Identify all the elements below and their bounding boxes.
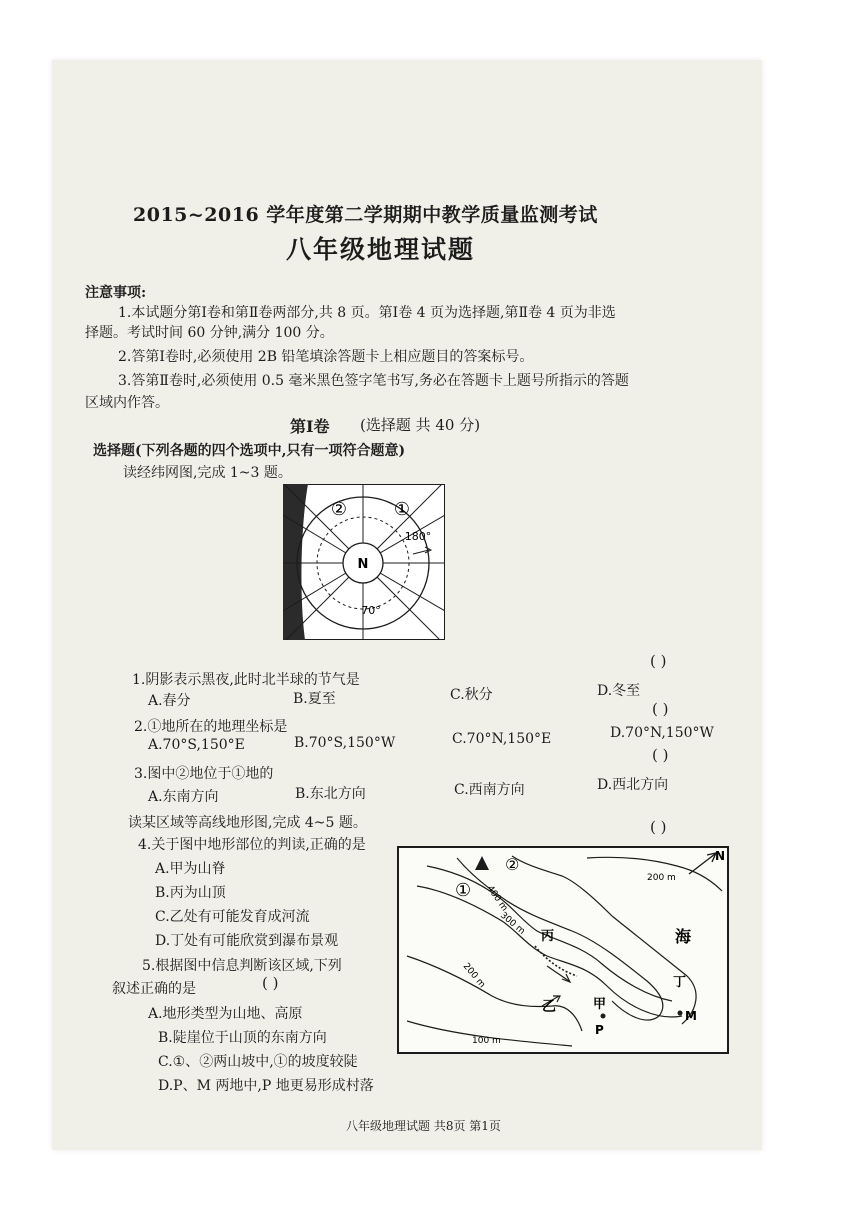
- notice-line-3a: 3.答第Ⅱ卷时,必须使用 0.5 毫米黑色签字笔书写,务必在答题卡上题号所指示的答题: [118, 373, 629, 389]
- contour-label-100: 100 m: [472, 1036, 501, 1046]
- contour-label-400: 400 m: [484, 883, 510, 914]
- contour-label-200-east: 200 m: [647, 873, 676, 883]
- north-pole-label: N: [357, 557, 369, 572]
- sea-label: 海: [675, 927, 692, 946]
- graticule-figure: [283, 484, 445, 640]
- label-jia: 甲: [593, 997, 607, 1012]
- q1-option-d[interactable]: D.冬至: [597, 683, 641, 699]
- q2-option-a[interactable]: A.70°S,150°E: [148, 737, 245, 753]
- q5-stem-2: 叙述正确的是: [112, 981, 196, 997]
- q2-option-d[interactable]: D.70°N,150°W: [610, 725, 714, 741]
- point-2-marker: ②: [330, 499, 348, 520]
- contour-map-figure: [397, 846, 729, 1054]
- q3-option-b[interactable]: B.东北方向: [295, 786, 366, 802]
- label-ding: 丁: [673, 975, 687, 990]
- q1-option-c[interactable]: C.秋分: [450, 687, 493, 703]
- q5-option-d[interactable]: D.P、M 两地中,P 地更易形成村落: [158, 1078, 374, 1094]
- q2-answer-paren: ( ): [652, 700, 669, 718]
- page-footer: 八年级地理试题 共8页 第1页: [346, 1119, 501, 1133]
- q5-option-a[interactable]: A.地形类型为山地、高原: [148, 1006, 303, 1022]
- q3-answer-paren: ( ): [652, 746, 669, 764]
- q1-stem: 1.阴影表示黑夜,此时北半球的节气是: [132, 672, 360, 688]
- q4-option-b[interactable]: B.丙为山顶: [155, 885, 226, 901]
- subject-title: 八年级地理试题: [286, 235, 476, 264]
- notice-heading: 注意事项:: [85, 285, 147, 301]
- q4-answer-paren: ( ): [650, 818, 667, 836]
- q5-answer-paren: ( ): [262, 974, 279, 992]
- q3-option-a[interactable]: A.东南方向: [148, 789, 219, 805]
- longitude-label: 180°: [404, 530, 432, 543]
- intro-q1-3: 读经纬网图,完成 1~3 题。: [123, 465, 292, 481]
- q5-option-b[interactable]: B.陡崖位于山顶的东南方向: [158, 1030, 327, 1046]
- point-1-marker: ①: [393, 499, 411, 520]
- q3-stem: 3.图中②地位于①地的: [134, 766, 274, 782]
- section-title: 第Ⅰ卷: [290, 417, 330, 436]
- q4-option-d[interactable]: D.丁处有可能欣赏到瀑布景观: [155, 933, 339, 949]
- q4-option-a[interactable]: A.甲为山脊: [155, 861, 226, 877]
- notice-line-1a: 1.本试题分第Ⅰ卷和第Ⅱ卷两部分,共 8 页。第Ⅰ卷 4 页为选择题,第Ⅱ卷 4 页为非选: [118, 305, 616, 321]
- contour-label-200-west: 200 m: [460, 961, 487, 990]
- section-instruction: 选择题(下列各题的四个选项中,只有一项符合题意): [93, 443, 406, 459]
- q3-option-d[interactable]: D.西北方向: [597, 777, 669, 793]
- q2-option-b[interactable]: B.70°S,150°W: [294, 735, 396, 751]
- q2-stem: 2.①地所在的地理坐标是: [134, 719, 288, 735]
- q3-option-c[interactable]: C.西南方向: [454, 782, 525, 798]
- slope-1-marker: ①: [455, 880, 472, 901]
- exam-title: 2015~2016 学年度第二学期期中教学质量监测考试: [133, 204, 598, 226]
- q4-option-c[interactable]: C.乙处有可能发育成河流: [155, 909, 310, 925]
- contour-label-300: 300 m: [498, 910, 527, 937]
- label-bing: 丙: [541, 929, 555, 944]
- q5-option-c[interactable]: C.①、②两山坡中,①的坡度较陡: [158, 1054, 358, 1070]
- q1-option-b[interactable]: B.夏至: [293, 691, 336, 707]
- slope-2-marker: ②: [505, 855, 520, 874]
- q2-option-c[interactable]: C.70°N,150°E: [452, 731, 552, 747]
- q1-option-a[interactable]: A.春分: [148, 693, 191, 709]
- q5-stem-1: 5.根据图中信息判断该区域,下列: [142, 958, 342, 974]
- section-subtitle: (选择题 共 40 分): [360, 416, 481, 434]
- label-yi: 乙: [542, 999, 556, 1015]
- notice-line-3b: 区域内作答。: [85, 395, 169, 411]
- label-m: M: [685, 1009, 697, 1023]
- q4-stem: 4.关于图中地形部位的判读,正确的是: [138, 837, 366, 853]
- map-north-label: N: [715, 849, 726, 863]
- notice-line-1b: 择题。考试时间 60 分钟,满分 100 分。: [85, 325, 334, 341]
- latitude-label: 70°: [361, 604, 381, 617]
- q1-answer-paren: ( ): [650, 652, 667, 670]
- label-p: P: [595, 1023, 604, 1037]
- notice-line-2: 2.答第Ⅰ卷时,必须使用 2B 铅笔填涂答题卡上相应题目的答案标号。: [118, 349, 534, 365]
- intro-q4-5: 读某区域等高线地形图,完成 4~5 题。: [128, 815, 367, 831]
